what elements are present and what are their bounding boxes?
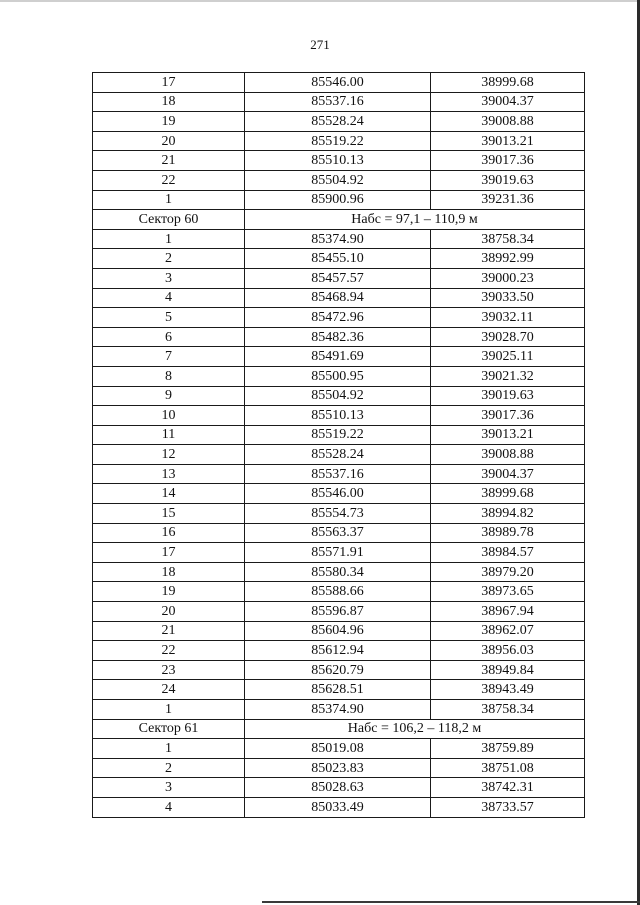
x-coordinate: 85455.10 xyxy=(245,249,431,269)
point-number: 8 xyxy=(93,366,245,386)
point-number: 10 xyxy=(93,406,245,426)
y-coordinate: 38992.99 xyxy=(431,249,585,269)
x-coordinate: 85472.96 xyxy=(245,308,431,328)
x-coordinate: 85620.79 xyxy=(245,660,431,680)
table-row xyxy=(93,229,585,249)
y-coordinate: 39008.88 xyxy=(431,445,585,465)
table-row xyxy=(93,190,585,210)
table-row xyxy=(93,445,585,465)
y-coordinate: 39000.23 xyxy=(431,268,585,288)
point-number: 16 xyxy=(93,523,245,543)
x-coordinate: 85519.22 xyxy=(245,131,431,151)
table-row xyxy=(93,288,585,308)
table-row xyxy=(93,406,585,426)
point-number: 14 xyxy=(93,484,245,504)
x-coordinate: 85519.22 xyxy=(245,425,431,445)
y-coordinate: 38979.20 xyxy=(431,562,585,582)
y-coordinate: 39013.21 xyxy=(431,425,585,445)
scan-bottom-edge xyxy=(262,901,640,903)
point-number: 18 xyxy=(93,92,245,112)
table-row xyxy=(93,621,585,641)
table-row xyxy=(93,758,585,778)
x-coordinate: 85019.08 xyxy=(245,739,431,759)
x-coordinate: 85468.94 xyxy=(245,288,431,308)
point-number: 2 xyxy=(93,249,245,269)
x-coordinate: 85500.95 xyxy=(245,366,431,386)
point-number: 4 xyxy=(93,797,245,817)
y-coordinate: 38967.94 xyxy=(431,602,585,622)
y-coordinate: 38733.57 xyxy=(431,797,585,817)
point-number: 5 xyxy=(93,308,245,328)
x-coordinate: 85580.34 xyxy=(245,562,431,582)
table-row xyxy=(93,151,585,171)
point-number: 24 xyxy=(93,680,245,700)
x-coordinate: 85528.24 xyxy=(245,112,431,132)
table-row xyxy=(93,268,585,288)
point-number: 17 xyxy=(93,73,245,93)
y-coordinate: 38758.34 xyxy=(431,700,585,720)
x-coordinate: 85457.57 xyxy=(245,268,431,288)
y-coordinate: 38759.89 xyxy=(431,739,585,759)
table-row xyxy=(93,778,585,798)
x-coordinate: 85510.13 xyxy=(245,406,431,426)
x-coordinate: 85504.92 xyxy=(245,386,431,406)
y-coordinate: 39008.88 xyxy=(431,112,585,132)
x-coordinate: 85546.00 xyxy=(245,484,431,504)
x-coordinate: 85571.91 xyxy=(245,543,431,563)
y-coordinate: 39231.36 xyxy=(431,190,585,210)
scan-top-edge xyxy=(0,0,640,2)
table-row xyxy=(93,504,585,524)
x-coordinate: 85588.66 xyxy=(245,582,431,602)
sector-height-range: Набс = 106,2 – 118,2 м xyxy=(245,719,585,739)
y-coordinate: 39021.32 xyxy=(431,366,585,386)
table-row xyxy=(93,73,585,93)
table-row xyxy=(93,386,585,406)
point-number: 2 xyxy=(93,758,245,778)
x-coordinate: 85491.69 xyxy=(245,347,431,367)
table-row xyxy=(93,700,585,720)
coordinates-table-body xyxy=(93,73,585,818)
y-coordinate: 39032.11 xyxy=(431,308,585,328)
point-number: 1 xyxy=(93,700,245,720)
point-number: 7 xyxy=(93,347,245,367)
table-row xyxy=(93,523,585,543)
point-number: 12 xyxy=(93,445,245,465)
x-coordinate: 85528.24 xyxy=(245,445,431,465)
table-row xyxy=(93,327,585,347)
point-number: 22 xyxy=(93,641,245,661)
y-coordinate: 38943.49 xyxy=(431,680,585,700)
coordinates-table xyxy=(92,72,585,818)
point-number: 21 xyxy=(93,151,245,171)
y-coordinate: 39033.50 xyxy=(431,288,585,308)
x-coordinate: 85510.13 xyxy=(245,151,431,171)
table-row xyxy=(93,680,585,700)
table-row xyxy=(93,308,585,328)
table-row xyxy=(93,170,585,190)
y-coordinate: 38984.57 xyxy=(431,543,585,563)
y-coordinate: 39019.63 xyxy=(431,386,585,406)
table-row xyxy=(93,366,585,386)
x-coordinate: 85628.51 xyxy=(245,680,431,700)
y-coordinate: 38999.68 xyxy=(431,73,585,93)
x-coordinate: 85537.16 xyxy=(245,92,431,112)
x-coordinate: 85374.90 xyxy=(245,700,431,720)
y-coordinate: 39028.70 xyxy=(431,327,585,347)
table-row xyxy=(93,562,585,582)
y-coordinate: 38949.84 xyxy=(431,660,585,680)
x-coordinate: 85504.92 xyxy=(245,170,431,190)
table-row xyxy=(93,641,585,661)
point-number: 1 xyxy=(93,190,245,210)
x-coordinate: 85028.63 xyxy=(245,778,431,798)
y-coordinate: 39004.37 xyxy=(431,464,585,484)
table-row xyxy=(93,92,585,112)
y-coordinate: 38989.78 xyxy=(431,523,585,543)
table-row xyxy=(93,660,585,680)
x-coordinate: 85023.83 xyxy=(245,758,431,778)
y-coordinate: 39017.36 xyxy=(431,151,585,171)
y-coordinate: 38956.03 xyxy=(431,641,585,661)
table-row xyxy=(93,425,585,445)
table-row xyxy=(93,797,585,817)
point-number: 20 xyxy=(93,131,245,151)
x-coordinate: 85612.94 xyxy=(245,641,431,661)
y-coordinate: 39019.63 xyxy=(431,170,585,190)
table-row xyxy=(93,543,585,563)
point-number: 3 xyxy=(93,778,245,798)
point-number: 9 xyxy=(93,386,245,406)
point-number: 4 xyxy=(93,288,245,308)
point-number: 1 xyxy=(93,229,245,249)
x-coordinate: 85604.96 xyxy=(245,621,431,641)
table-row xyxy=(93,131,585,151)
y-coordinate: 38742.31 xyxy=(431,778,585,798)
sector-label: Сектор 61 xyxy=(93,719,245,739)
table-row xyxy=(93,347,585,367)
point-number: 21 xyxy=(93,621,245,641)
x-coordinate: 85596.87 xyxy=(245,602,431,622)
page-number: 271 xyxy=(310,37,330,52)
table-row xyxy=(93,484,585,504)
table-row xyxy=(93,464,585,484)
x-coordinate: 85374.90 xyxy=(245,229,431,249)
y-coordinate: 39017.36 xyxy=(431,406,585,426)
y-coordinate: 39004.37 xyxy=(431,92,585,112)
point-number: 13 xyxy=(93,464,245,484)
x-coordinate: 85546.00 xyxy=(245,73,431,93)
sector-label: Сектор 60 xyxy=(93,210,245,230)
point-number: 15 xyxy=(93,504,245,524)
x-coordinate: 85554.73 xyxy=(245,504,431,524)
point-number: 1 xyxy=(93,739,245,759)
point-number: 11 xyxy=(93,425,245,445)
table-row xyxy=(93,249,585,269)
y-coordinate: 39025.11 xyxy=(431,347,585,367)
point-number: 19 xyxy=(93,112,245,132)
sector-height-range: Набс = 97,1 – 110,9 м xyxy=(245,210,585,230)
table-row xyxy=(93,602,585,622)
table-row xyxy=(93,112,585,132)
point-number: 3 xyxy=(93,268,245,288)
sector-header-row xyxy=(93,210,585,230)
point-number: 17 xyxy=(93,543,245,563)
y-coordinate: 38751.08 xyxy=(431,758,585,778)
point-number: 23 xyxy=(93,660,245,680)
y-coordinate: 38994.82 xyxy=(431,504,585,524)
y-coordinate: 38999.68 xyxy=(431,484,585,504)
table-row xyxy=(93,739,585,759)
x-coordinate: 85482.36 xyxy=(245,327,431,347)
x-coordinate: 85033.49 xyxy=(245,797,431,817)
x-coordinate: 85537.16 xyxy=(245,464,431,484)
y-coordinate: 38758.34 xyxy=(431,229,585,249)
y-coordinate: 38962.07 xyxy=(431,621,585,641)
y-coordinate: 38973.65 xyxy=(431,582,585,602)
y-coordinate: 39013.21 xyxy=(431,131,585,151)
point-number: 19 xyxy=(93,582,245,602)
point-number: 18 xyxy=(93,562,245,582)
x-coordinate: 85900.96 xyxy=(245,190,431,210)
point-number: 20 xyxy=(93,602,245,622)
point-number: 22 xyxy=(93,170,245,190)
sector-header-row xyxy=(93,719,585,739)
table-row xyxy=(93,582,585,602)
x-coordinate: 85563.37 xyxy=(245,523,431,543)
point-number: 6 xyxy=(93,327,245,347)
